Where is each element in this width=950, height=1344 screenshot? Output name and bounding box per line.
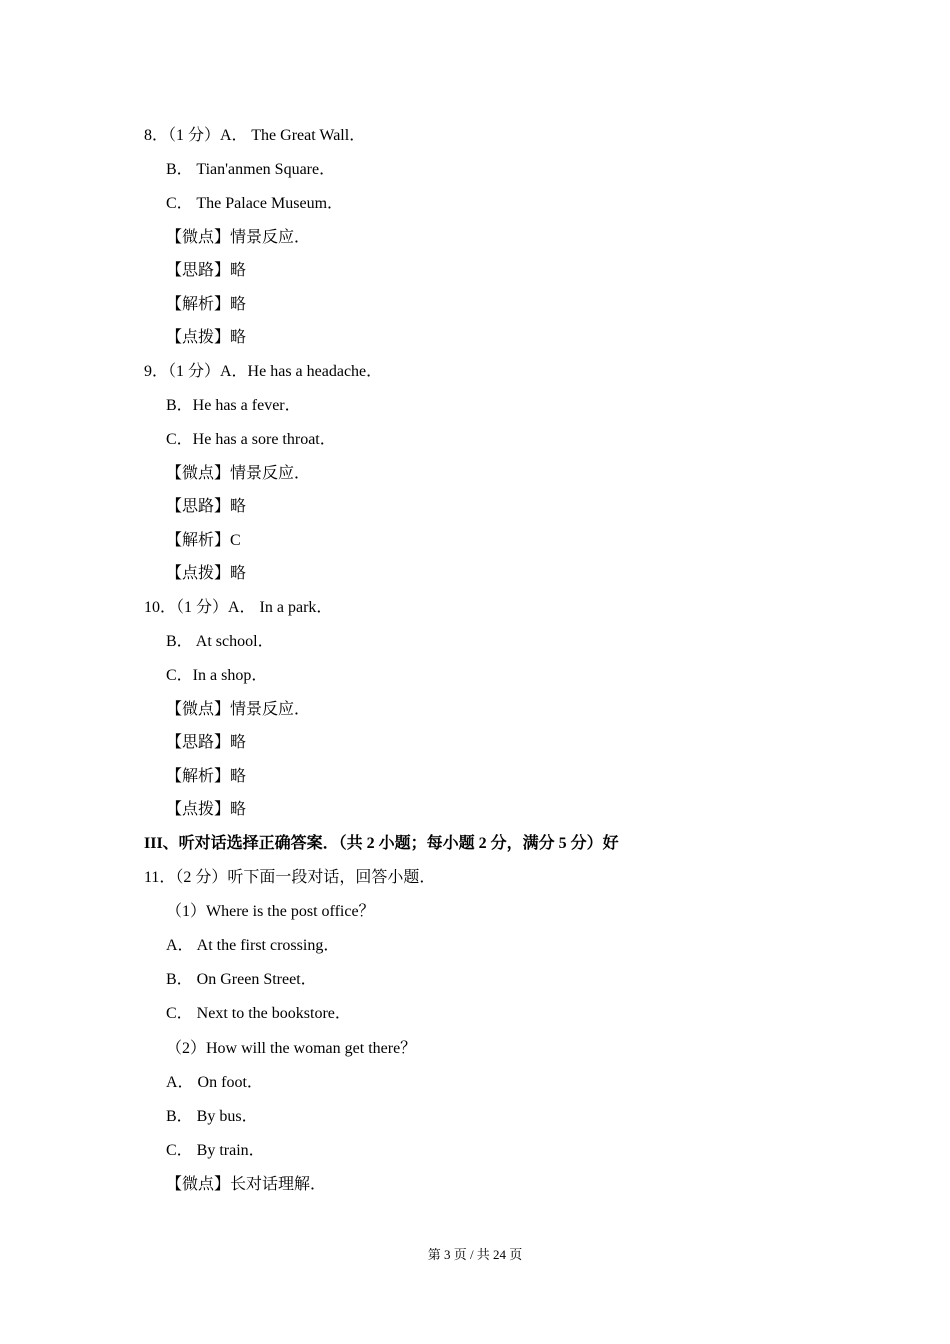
- question-11-1-option-b: B． On Green Street．: [166, 971, 317, 988]
- question-9-stem: 9．（1 分）A．He has a headache．: [144, 363, 383, 380]
- question-9-silu: 【思路】略: [166, 498, 247, 515]
- question-10-stem: 10．（1 分）A． In a park．: [144, 599, 333, 616]
- question-11-2-option-c: C． By train．: [166, 1142, 265, 1159]
- question-10-silu: 【思路】略: [166, 734, 247, 751]
- question-8-stem: 8．（1 分）A． The Great Wall．: [144, 127, 366, 144]
- question-11-2-option-a: A． On foot．: [166, 1074, 263, 1091]
- question-9-option-b: B．He has a fever．: [166, 397, 301, 414]
- question-10-option-b: B． At school．: [166, 633, 274, 650]
- question-8-silu: 【思路】略: [166, 262, 247, 279]
- question-11-weidian: 【微点】长对话理解．: [166, 1176, 327, 1193]
- section-iii-heading: III、听对话选择正确答案．（共 2 小题；每小题 2 分，满分 5 分）好: [144, 835, 619, 852]
- question-8-option-c: C． The Palace Museum．: [166, 195, 344, 212]
- question-11-stem: 11．（2 分）听下面一段对话，回答小题．: [144, 869, 436, 886]
- question-8-jiexi: 【解析】略: [166, 296, 247, 313]
- question-11-1-option-a: A． At the first crossing．: [166, 937, 340, 954]
- question-11-2-option-b: B． By bus．: [166, 1108, 258, 1125]
- question-10-dianbo: 【点拨】略: [166, 801, 247, 818]
- question-11-sub-2: （2）How will the woman get there？: [166, 1040, 417, 1057]
- question-8-option-b: B． Tian'anmen Square．: [166, 161, 336, 178]
- question-9-option-c: C．He has a sore throat．: [166, 431, 336, 448]
- question-11-sub-1: （1）Where is the post office？: [166, 903, 375, 920]
- question-9-dianbo: 【点拨】略: [166, 565, 247, 582]
- question-10-option-c: C．In a shop．: [166, 667, 268, 684]
- question-9-weidian: 【微点】情景反应．: [166, 465, 311, 482]
- question-11-1-option-c: C． Next to the bookstore．: [166, 1005, 351, 1022]
- question-10-jiexi: 【解析】略: [166, 768, 247, 785]
- question-8-dianbo: 【点拨】略: [166, 329, 247, 346]
- question-8-weidian: 【微点】情景反应．: [166, 229, 311, 246]
- page-number-footer: 第 3 页 / 共 24 页: [427, 1247, 523, 1262]
- question-9-jiexi: 【解析】C: [166, 532, 241, 549]
- question-10-weidian: 【微点】情景反应．: [166, 701, 311, 718]
